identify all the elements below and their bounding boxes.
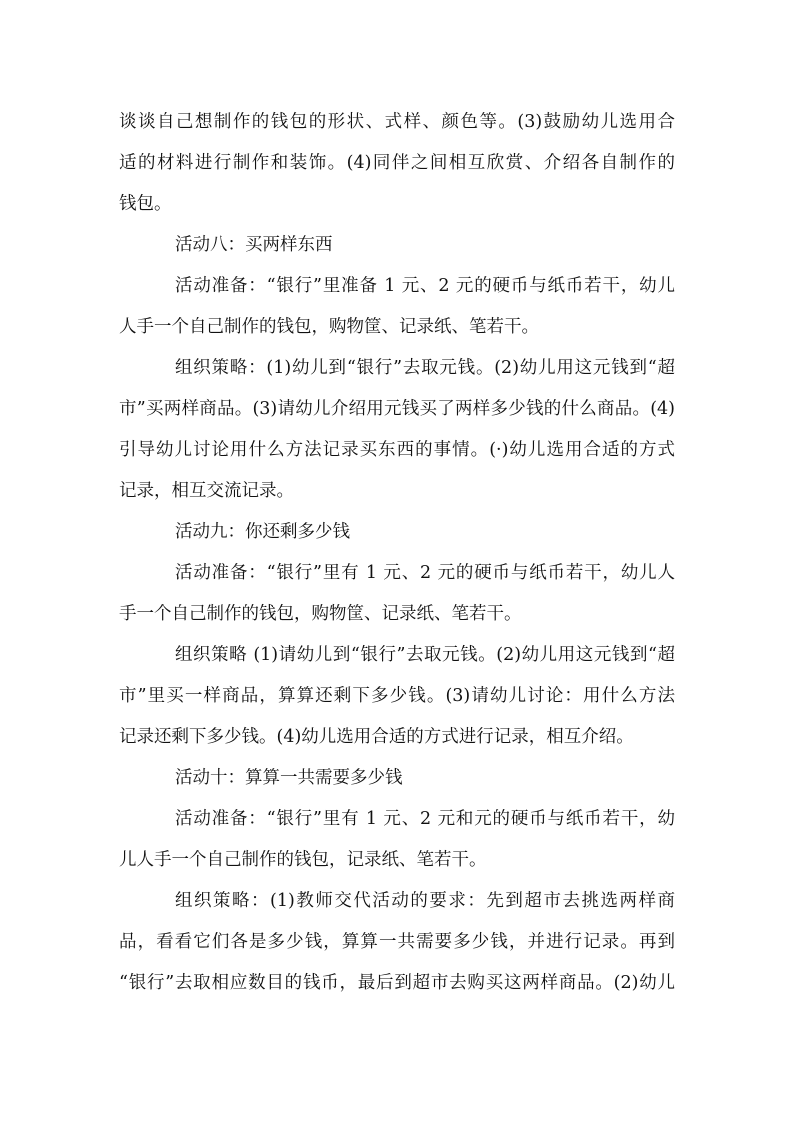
- text-line: 钱包。: [119, 194, 172, 214]
- text-line: 引导幼儿讨论用什么方法记录买东西的事情。(·)幼儿选用合适的方式: [119, 440, 675, 460]
- text-line: “银行”去取相应数目的钱币，最后到超市去购买这两样商品。(2)幼儿: [119, 973, 675, 993]
- document-body: [119, 102, 675, 1004]
- text-line: 谈谈自己想制作的钱包的形状、式样、颜色等。(3)鼓励幼儿选用合: [119, 112, 675, 132]
- text-line: 活动八：买两样东西: [175, 235, 333, 255]
- text-line: 组织策略：(1)教师交代活动的要求：先到超市去挑选两样商: [175, 891, 675, 911]
- text-line: 记录还剩下多少钱。(4)幼儿选用合适的方式进行记录，相互介绍。: [119, 727, 634, 747]
- text-line: 适的材料进行制作和装饰。(4)同伴之间相互欣赏、介绍各自制作的: [119, 153, 675, 173]
- text-line: 市”买两样商品。(3)请幼儿介绍用元钱买了两样多少钱的什么商品。(4): [119, 399, 675, 419]
- text-line: 市”里买一样商品，算算还剩下多少钱。(3)请幼儿讨论：用什么方法: [119, 686, 675, 706]
- text-line: 记录，相互交流记录。: [119, 481, 294, 501]
- text-line: 活动九：你还剩多少钱: [175, 522, 350, 542]
- text-line: 儿人手一个自己制作的钱包，记录纸、笔若干。: [119, 850, 487, 870]
- text-line: 组织策略：(1)幼儿到“银行”去取元钱。(2)幼儿用这元钱到“超: [175, 358, 675, 378]
- text-line: 手一个自己制作的钱包，购物筐、记录纸、笔若干。: [119, 604, 522, 624]
- text-line: 活动十：算算一共需要多少钱: [175, 768, 403, 788]
- text-line: 活动准备：“银行”里有 1 元、2 元的硬币与纸币若干，幼儿人: [175, 563, 675, 583]
- text-line: 活动准备：“银行”里准备 1 元、2 元的硬币与纸币若干，幼儿: [175, 276, 675, 296]
- text-line: 活动准备：“银行”里有 1 元、2 元和元的硬币与纸币若干，幼: [175, 809, 675, 829]
- text-line: 组织策略 (1)请幼儿到“银行”去取元钱。(2)幼儿用这元钱到“超: [175, 645, 675, 665]
- text-line: 品，看看它们各是多少钱，算算一共需要多少钱，并进行记录。再到: [119, 932, 675, 952]
- text-line: 人手一个自己制作的钱包，购物筐、记录纸、笔若干。: [119, 317, 539, 337]
